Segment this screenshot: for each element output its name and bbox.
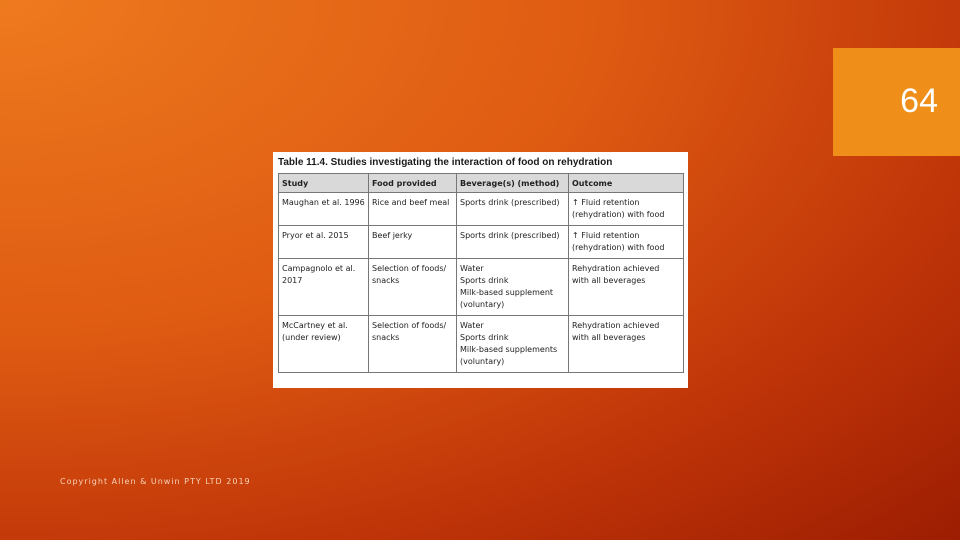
table-row xyxy=(279,316,684,373)
header-beverages: Beverage(s) (method) xyxy=(457,174,569,193)
cell-line: Pryor et al. 2015 xyxy=(282,231,349,240)
cell-line: Sports drink (prescribed) xyxy=(460,198,560,207)
table-row xyxy=(279,259,684,316)
cell-line: Rice and beef meal xyxy=(372,198,450,207)
cell-line: with all beverages xyxy=(572,333,646,342)
cell-line: Rehydration achieved xyxy=(572,321,660,330)
cell-food xyxy=(369,226,457,259)
cell-beverage xyxy=(457,193,569,226)
cell-line: Sports drink (prescribed) xyxy=(460,231,560,240)
cell-outcome xyxy=(569,193,684,226)
cell-line: Sports drink xyxy=(460,276,509,285)
cell-food xyxy=(369,316,457,373)
cell-beverage xyxy=(457,316,569,373)
cell-outcome xyxy=(569,316,684,373)
table-row xyxy=(279,193,684,226)
cell-study xyxy=(279,226,369,259)
cell-line: (rehydration) with food xyxy=(572,243,665,252)
cell-line: snacks xyxy=(372,276,400,285)
cell-line: ↑ Fluid retention xyxy=(572,198,640,207)
cell-study xyxy=(279,193,369,226)
cell-outcome xyxy=(569,226,684,259)
cell-line: 2017 xyxy=(282,276,303,285)
cell-line: Water xyxy=(460,264,484,273)
header-outcome: Outcome xyxy=(569,174,684,193)
cell-line: Milk-based supplement xyxy=(460,288,554,297)
cell-food xyxy=(369,193,457,226)
cell-study xyxy=(279,316,369,373)
cell-beverage xyxy=(457,226,569,259)
cell-line: Water xyxy=(460,321,484,330)
cell-outcome xyxy=(569,259,684,316)
cell-line: Sports drink xyxy=(460,333,509,342)
table-row xyxy=(279,226,684,259)
cell-line: Maughan et al. 1996 xyxy=(282,198,365,207)
cell-line: (voluntary) xyxy=(460,300,505,309)
cell-line: Selection of foods/ xyxy=(372,264,447,273)
cell-line: (voluntary) xyxy=(460,357,505,366)
cell-line: McCartney et al. xyxy=(282,321,348,330)
table-header-row xyxy=(279,174,684,193)
cell-line: ↑ Fluid retention xyxy=(572,231,640,240)
cell-line: Milk-based supplements xyxy=(460,345,558,354)
table-caption: Table 11.4. Studies investigating the interaction of food on rehydration xyxy=(278,157,613,168)
header-study: Study xyxy=(279,174,369,193)
cell-line: Selection of foods/ xyxy=(372,321,447,330)
header-food-provided: Food provided xyxy=(369,174,457,193)
studies-table xyxy=(278,173,684,373)
cell-line: Rehydration achieved xyxy=(572,264,660,273)
copyright-text: Copyright Allen & Unwin PTY LTD 2019 xyxy=(60,477,251,486)
cell-study xyxy=(279,259,369,316)
table-figure xyxy=(273,152,688,388)
page-number: 64 xyxy=(900,82,938,120)
cell-beverage xyxy=(457,259,569,316)
page-number-box xyxy=(833,48,960,156)
cell-line: with all beverages xyxy=(572,276,646,285)
cell-line: Campagnolo et al. xyxy=(282,264,356,273)
cell-line: (rehydration) with food xyxy=(572,210,665,219)
cell-food xyxy=(369,259,457,316)
cell-line: Beef jerky xyxy=(372,231,413,240)
table-body xyxy=(279,193,684,373)
cell-line: snacks xyxy=(372,333,400,342)
cell-line: (under review) xyxy=(282,333,341,342)
